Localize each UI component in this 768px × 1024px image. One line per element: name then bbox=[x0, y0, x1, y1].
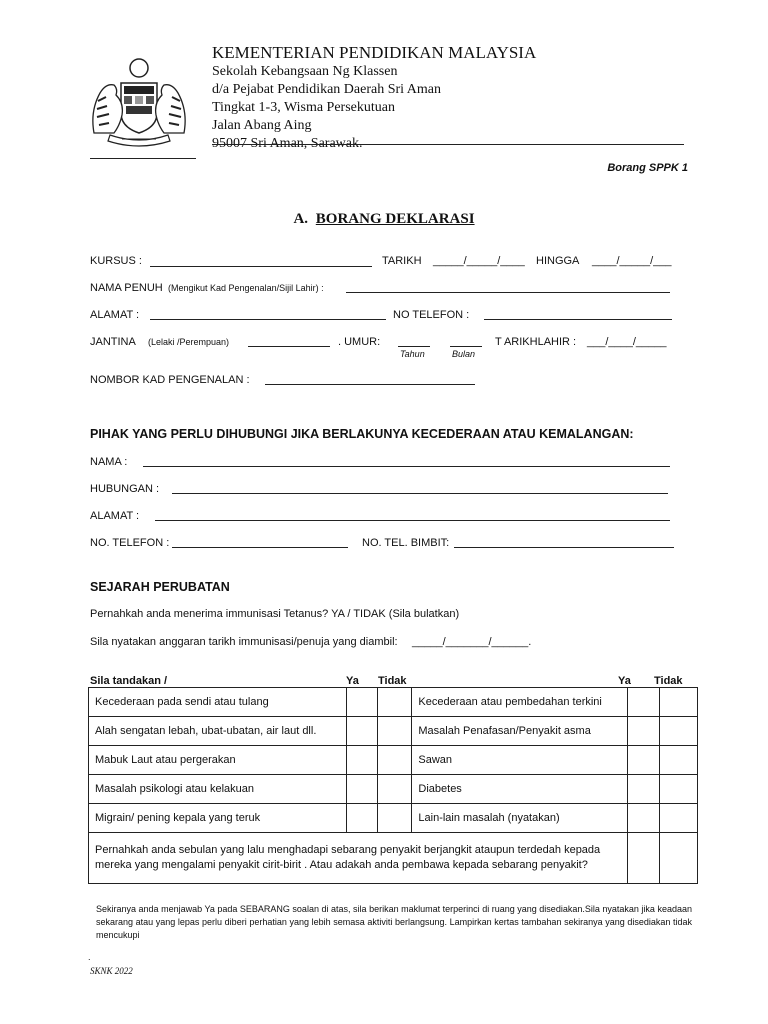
tarikh-label: TARIKH bbox=[382, 255, 422, 267]
condition-label: Masalah psikologi atau kelakuan bbox=[89, 775, 347, 804]
infection-question: Pernahkah anda sebulan yang lalu menghadapi sebarang penyakit berjangkit ataupun terdedah kepada mereka yang mengalami penyakit cirit-birit . Atau adakah anda pembawa kepada sebarang penyakit? bbox=[89, 833, 628, 884]
tidak-checkbox[interactable] bbox=[378, 804, 412, 833]
nama-penuh-note: (Mengikut Kad Pengenalan/Sijil Lahir) : bbox=[168, 283, 324, 293]
footer-dot: . bbox=[88, 952, 91, 962]
table-row bbox=[89, 804, 698, 833]
tidak-checkbox[interactable] bbox=[378, 688, 412, 717]
emergency-nama-label: NAMA : bbox=[90, 456, 128, 468]
medical-checklist-table bbox=[88, 687, 698, 884]
tidak-checkbox[interactable] bbox=[660, 746, 698, 775]
kursus-label: KURSUS : bbox=[90, 255, 142, 267]
tarikh-lahir-field[interactable]: ___/____/_____ bbox=[587, 336, 667, 348]
immunisation-date-question: Sila nyatakan anggaran tarikh immunisasi/penuja yang diambil: bbox=[90, 636, 398, 648]
tidak-checkbox[interactable] bbox=[660, 775, 698, 804]
umur-tahun-field[interactable] bbox=[398, 346, 430, 347]
ya-checkbox[interactable] bbox=[628, 746, 660, 775]
ya-checkbox[interactable] bbox=[346, 804, 378, 833]
address-line-2: d/a Pejabat Pendidikan Daerah Sri Aman bbox=[212, 82, 441, 97]
condition-label: Alah sengatan lebah, ubat-ubatan, air laut dll. bbox=[89, 717, 347, 746]
emergency-heading: PIHAK YANG PERLU DIHUBUNGI JIKA BERLAKUNYA KECEDERAAN ATAU KEMALANGAN: bbox=[90, 427, 634, 441]
ministry-crest-logo bbox=[88, 55, 190, 147]
bulan-label: Bulan bbox=[452, 349, 476, 359]
jantina-field[interactable] bbox=[248, 346, 330, 347]
nama-penuh-field[interactable] bbox=[346, 292, 670, 293]
hingga-label: HINGGA bbox=[536, 255, 580, 267]
tidak-header-left: Tidak bbox=[378, 675, 407, 687]
title-prefix: A. bbox=[293, 211, 309, 227]
ya-checkbox[interactable] bbox=[628, 775, 660, 804]
ya-checkbox[interactable] bbox=[346, 717, 378, 746]
emergency-bimbit-field[interactable] bbox=[454, 547, 674, 548]
hingga-field[interactable]: ____/_____/___ bbox=[592, 255, 672, 267]
tahun-label: Tahun bbox=[400, 349, 425, 359]
ya-checkbox[interactable] bbox=[628, 688, 660, 717]
condition-label: Kecederaan atau pembedahan terkini bbox=[412, 688, 628, 717]
address-line-1: Sekolah Kebangsaan Ng Klassen bbox=[212, 64, 398, 79]
table-row bbox=[89, 688, 698, 717]
ya-header-left: Ya bbox=[346, 675, 359, 687]
condition-label: Masalah Penafasan/Penyakit asma bbox=[412, 717, 628, 746]
title-text: BORANG DEKLARASI bbox=[315, 211, 475, 227]
ministry-name: KEMENTERIAN PENDIDIKAN MALAYSIA bbox=[212, 43, 537, 62]
form-code: Borang SPPK 1 bbox=[607, 162, 688, 174]
ya-checkbox[interactable] bbox=[346, 746, 378, 775]
no-telefon-field[interactable] bbox=[484, 319, 672, 320]
tarikh-field[interactable]: _____/_____/____ bbox=[433, 255, 525, 267]
hubungan-field[interactable] bbox=[172, 493, 668, 494]
table-row bbox=[89, 775, 698, 804]
tetanus-question: Pernahkah anda menerima immunisasi Tetanus? YA / TIDAK (Sila bulatkan) bbox=[90, 608, 460, 620]
tidak-checkbox[interactable] bbox=[660, 688, 698, 717]
medical-heading: SEJARAH PERUBATAN bbox=[90, 580, 230, 594]
hubungan-label: HUBUNGAN : bbox=[90, 483, 160, 495]
kursus-field[interactable] bbox=[150, 266, 372, 267]
emergency-bimbit-label: NO. TEL. BIMBIT: bbox=[362, 537, 450, 549]
tarikh-lahir-label: T ARIKHLAHIR : bbox=[495, 336, 577, 348]
condition-label: Lain-lain masalah (nyatakan) bbox=[412, 804, 628, 833]
tidak-checkbox[interactable] bbox=[378, 717, 412, 746]
nama-penuh-label: NAMA PENUH bbox=[90, 282, 163, 294]
tidak-header-right: Tidak bbox=[654, 675, 683, 687]
condition-label: Mabuk Laut atau pergerakan bbox=[89, 746, 347, 775]
condition-label: Diabetes bbox=[412, 775, 628, 804]
address-line-5: 95007 Sri Aman, Sarawak. bbox=[212, 136, 363, 151]
form-title bbox=[0, 211, 768, 228]
table-row bbox=[89, 833, 698, 884]
tidak-checkbox[interactable] bbox=[660, 833, 698, 884]
emergency-telefon-label: NO. TELEFON : bbox=[90, 537, 170, 549]
footer-code: SKNK 2022 bbox=[90, 966, 133, 976]
kad-pengenalan-label: NOMBOR KAD PENGENALAN : bbox=[90, 374, 250, 386]
alamat-label: ALAMAT : bbox=[90, 309, 140, 321]
jantina-note: (Lelaki /Perempuan) bbox=[148, 337, 230, 347]
tidak-checkbox[interactable] bbox=[660, 804, 698, 833]
table-instruction: Sila tandakan / bbox=[90, 675, 168, 687]
header-rule-short bbox=[90, 158, 196, 159]
ya-header-right: Ya bbox=[618, 675, 631, 687]
tidak-checkbox[interactable] bbox=[378, 775, 412, 804]
ya-checkbox[interactable] bbox=[628, 804, 660, 833]
table-row bbox=[89, 746, 698, 775]
table-row bbox=[89, 717, 698, 746]
emergency-alamat-label: ALAMAT : bbox=[90, 510, 140, 522]
umur-label: . UMUR: bbox=[338, 336, 381, 348]
tidak-checkbox[interactable] bbox=[378, 746, 412, 775]
ya-checkbox[interactable] bbox=[346, 688, 378, 717]
address-line-4: Jalan Abang Aing bbox=[212, 118, 312, 133]
immunisation-date-field[interactable]: _____/_______/______. bbox=[412, 636, 532, 648]
ya-checkbox[interactable] bbox=[346, 775, 378, 804]
umur-bulan-field[interactable] bbox=[450, 346, 482, 347]
address-line-3: Tingkat 1-3, Wisma Persekutuan bbox=[212, 100, 395, 115]
condition-label: Sawan bbox=[412, 746, 628, 775]
ya-checkbox[interactable] bbox=[628, 717, 660, 746]
emergency-telefon-field[interactable] bbox=[172, 547, 348, 548]
emergency-nama-field[interactable] bbox=[143, 466, 670, 467]
header-rule bbox=[212, 144, 684, 145]
footnote: Sekiranya anda menjawab Ya pada SEBARANG soalan di atas, sila berikan maklumat terperinci di ruang yang disediakan.Sila nyatakan jika keadaan sekarang atau yang lepas perlu diberi perhatian yang lebih semasa aktiviti berlangsung. Lampirkan kertas tambahan sekiranya yang disediakan tidak mencukupi bbox=[96, 904, 692, 940]
condition-label: Kecederaan pada sendi atau tulang bbox=[89, 688, 347, 717]
kad-pengenalan-field[interactable] bbox=[265, 384, 475, 385]
tidak-checkbox[interactable] bbox=[660, 717, 698, 746]
alamat-field[interactable] bbox=[150, 319, 386, 320]
ya-checkbox[interactable] bbox=[628, 833, 660, 884]
emergency-alamat-field[interactable] bbox=[155, 520, 670, 521]
condition-label: Migrain/ pening kepala yang teruk bbox=[89, 804, 347, 833]
jantina-label: JANTINA bbox=[90, 336, 136, 348]
no-telefon-label: NO TELEFON : bbox=[393, 309, 470, 321]
